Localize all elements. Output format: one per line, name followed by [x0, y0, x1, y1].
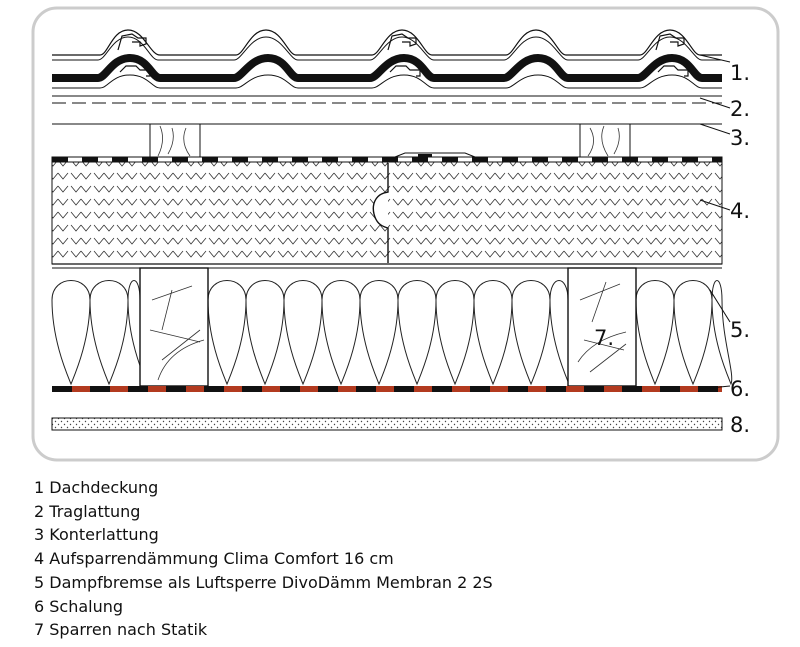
legend-item-7: 7 Sparren nach Statik: [34, 620, 208, 640]
layer-number-3: 3.: [730, 126, 751, 150]
rafter-left: [140, 268, 208, 386]
legend-item-5: 5 Dampfbremse als Luftsperre DivoDämm Membran 2 2S: [34, 572, 493, 592]
interior-lining-layer: [52, 418, 722, 430]
legend-item-1: 1 Dachdeckung: [34, 478, 159, 497]
legend: [34, 476, 493, 642]
layer-number-1: 1.: [730, 61, 751, 85]
legend-item-4: 4 Aufsparrendämmung Clima Comfort 16 cm: [34, 549, 394, 569]
layer-number-4: 4.: [730, 199, 751, 223]
rafter-label: 7.: [594, 326, 615, 350]
insulation-boards-layer: [52, 162, 722, 268]
layer-number-2: 2.: [730, 97, 751, 121]
layer-number-5: 5.: [730, 318, 751, 342]
layer-number-6: 6.: [730, 377, 751, 401]
legend-item-6: 6 Schalung: [34, 596, 124, 616]
legend-item-2: 2 Traglattung: [34, 501, 141, 521]
layer-number-8: 8.: [730, 413, 751, 437]
vapour-membrane-layer: [52, 386, 722, 392]
legend-item-3: 3 Konterlattung: [34, 525, 159, 545]
